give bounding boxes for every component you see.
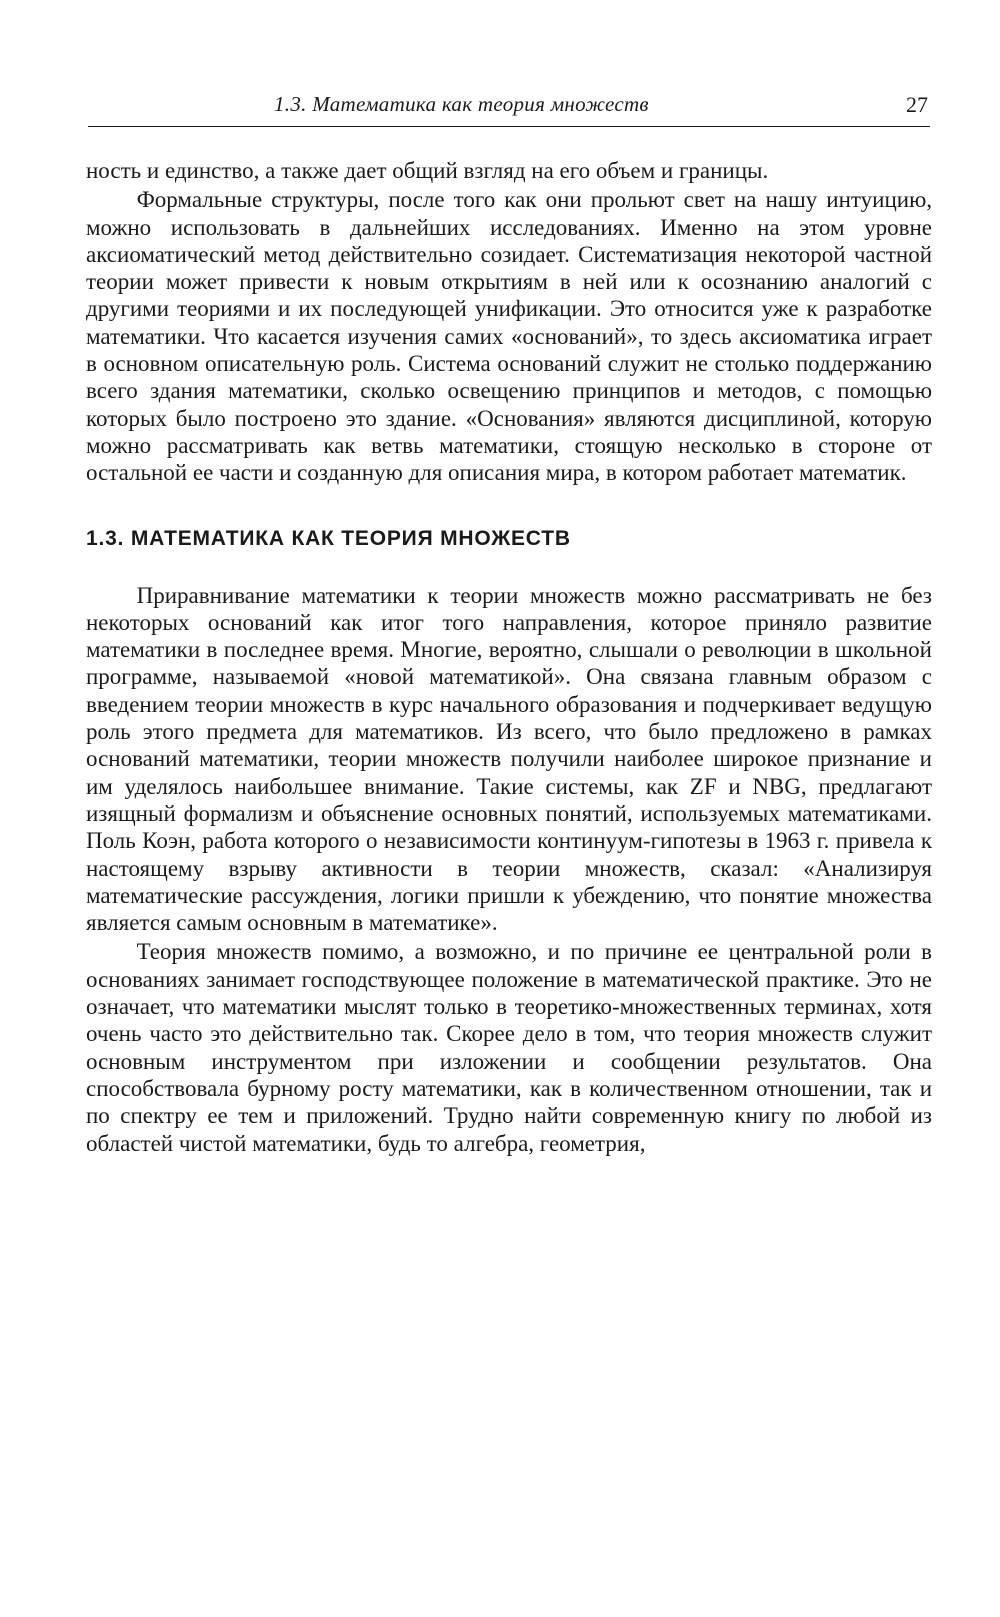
paragraph bbox=[86, 938, 932, 1156]
paragraph-text: Приравнивание математики к теории множеств можно рассматривать не без некоторых оснований как итог того направления, которое приняло развитие математики в последнее время. Многие, вероятно, слышали о революции в школьной программе, называемой «новой математикой». Она связана главным образом с введением теории множеств в курс начального образования и подчеркивает ведущую роль этого предмета для математиков. Из всего, что было предложено в рамках оснований математики, теории множеств получили наиболее широкое признание и им уделялось наибольшее внимание. Такие системы, как ZF и NBG, предлагают изящный формализм и объяснение основных понятий, используемых математиками. Поль Коэн, работа которого о независимости континуум-гипотезы в 1963 г. привела к настоящему взрыву активности в теории множеств, сказал: «Анализируя математические рассуждения, логики пришли к убеждению, что понятие множества является самым основным в математике». bbox=[86, 582, 932, 936]
paragraph-continued: ность и единство, а также дает общий взгляд на его объем и границы. bbox=[86, 158, 769, 183]
paragraph bbox=[86, 582, 932, 937]
paragraph bbox=[86, 186, 932, 486]
section-heading: 1.3. МАТЕМАТИКА КАК ТЕОРИЯ МНОЖЕСТВ bbox=[86, 526, 571, 550]
page-number: 27 bbox=[906, 92, 928, 117]
paragraph-text: Формальные структуры, после того как они прольют свет на нашу интуицию, можно использовать в дальнейших исследованиях. Именно на этом уровне аксиоматический метод действительно созидает. Систематизация некоторой частной теории может привести к новым открытиям в ней или к осознанию аналогий с другими теориями и их последующей унификации. Это относится уже к разработке математики. Что касается изучения самих «оснований», то здесь аксиоматика играет в основном описательную роль. Система оснований служит не столько поддержанию всего здания математики, сколько освещению принципов и методов, с помощью которых было построено это здание. «Основания» являются дисциплиной, которую можно рассматривать как ветвь математики, стоящую несколько в стороне от остальной ее части и созданную для описания мира, в котором работает математик. bbox=[86, 187, 932, 486]
running-title: 1.3. Математика как теория множеств bbox=[274, 92, 649, 116]
page-header bbox=[88, 92, 930, 127]
paragraph-text: Теория множеств помимо, а возможно, и по причине ее центральной роли в основаниях занимает господствующее положение в математической практике. Это не означает, что математики мыслят только в теоретико-множественных терминах, хотя очень часто это действительно так. Скорее дело в том, что теория множеств служит основным инструментом при изложении и сообщении результатов. Она способствовала бурному росту математики, как в количественном отношении, так и по спектру ее тем и приложений. Трудно найти современную книгу по любой из областей чистой математики, будь то алгебра, геометрия, bbox=[86, 939, 932, 1156]
page-body bbox=[86, 157, 932, 1157]
